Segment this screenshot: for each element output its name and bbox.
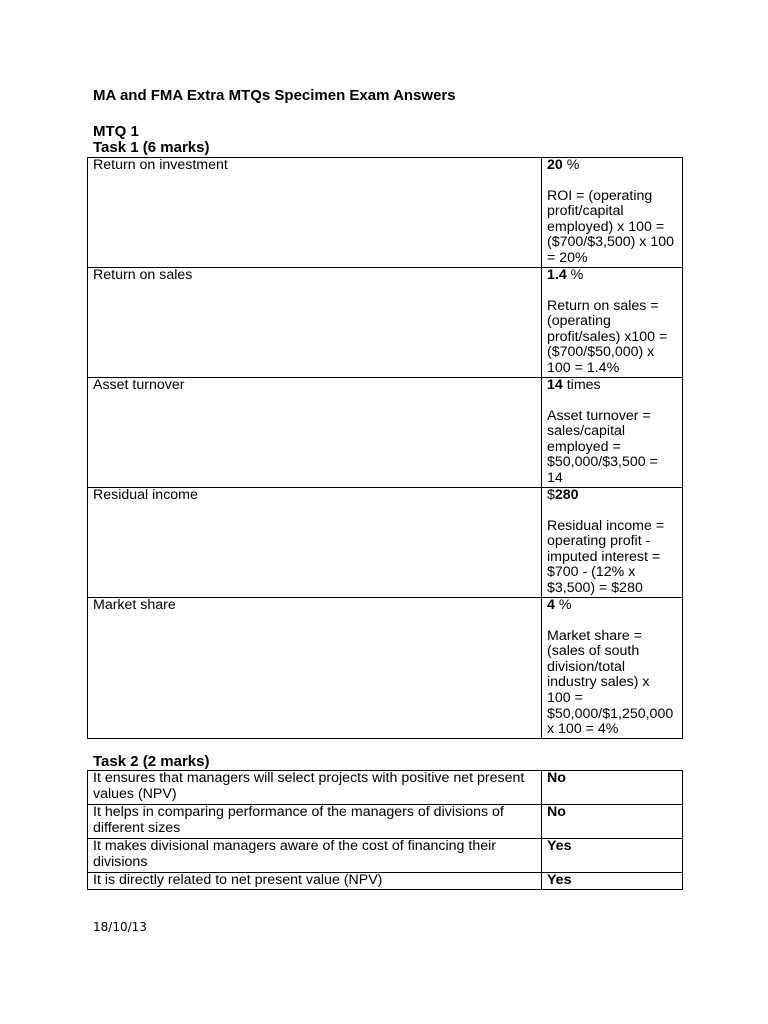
answer-explanation: Asset turnover = sales/capital employed = $50,000/$3,500 = 14	[547, 407, 658, 486]
task1-heading: Task 1 (6 marks)	[93, 139, 210, 156]
table-row	[88, 488, 683, 598]
answer-value: $280	[547, 487, 579, 503]
statement-cell: It ensures that managers will select projects with positive net present values (NPV)	[88, 771, 542, 805]
answer-cell	[542, 488, 683, 598]
answer-value: 14 times	[547, 377, 601, 393]
answer-value: 20 %	[547, 157, 580, 173]
answer-cell	[542, 158, 683, 268]
statement-cell: It is directly related to net present value (NPV)	[88, 873, 542, 890]
footer-date: 18/10/13	[93, 920, 147, 934]
answer-value: 4 %	[547, 597, 572, 613]
answer-explanation: ROI = (operating profit/capital employed) x 100 = ($700/$3,500) x 100 = 20%	[547, 187, 674, 266]
answer-cell	[542, 378, 683, 488]
table-row	[88, 598, 683, 739]
yes-no-answer: No	[542, 771, 683, 805]
measure-label: Residual income	[88, 488, 542, 598]
task2-table	[87, 770, 683, 890]
page-title: MA and FMA Extra MTQs Specimen Exam Answers	[93, 87, 456, 104]
table-row	[88, 839, 683, 873]
yes-no-answer: Yes	[542, 839, 683, 873]
answer-value: 1.4 %	[547, 267, 584, 283]
table-row	[88, 771, 683, 805]
measure-label: Return on sales	[88, 268, 542, 378]
measure-label: Return on investment	[88, 158, 542, 268]
measure-label: Asset turnover	[88, 378, 542, 488]
table-row	[88, 805, 683, 839]
table-row	[88, 268, 683, 378]
task1-table	[87, 157, 683, 739]
answer-cell	[542, 268, 683, 378]
statement-cell: It helps in comparing performance of the managers of divisions of different sizes	[88, 805, 542, 839]
table-row	[88, 158, 683, 268]
yes-no-answer: Yes	[542, 873, 683, 890]
answer-explanation: Market share = (sales of south division/total industry sales) x 100 = $50,000/$1,250,000 x 100 = 4%	[547, 627, 674, 738]
answer-cell	[542, 598, 683, 739]
table-row	[88, 873, 683, 890]
answer-explanation: Residual income = operating profit - imputed interest = $700 - (12% x $3,500) = $280	[547, 517, 665, 596]
measure-label: Market share	[88, 598, 542, 739]
table-row	[88, 378, 683, 488]
mtq-heading: MTQ 1	[93, 123, 139, 140]
task2-heading: Task 2 (2 marks)	[93, 753, 210, 770]
answer-explanation: Return on sales = (operating profit/sales) x100 = ($700/$50,000) x 100 = 1.4%	[547, 297, 668, 376]
yes-no-answer: No	[542, 805, 683, 839]
statement-cell: It makes divisional managers aware of the cost of financing their divisions	[88, 839, 542, 873]
